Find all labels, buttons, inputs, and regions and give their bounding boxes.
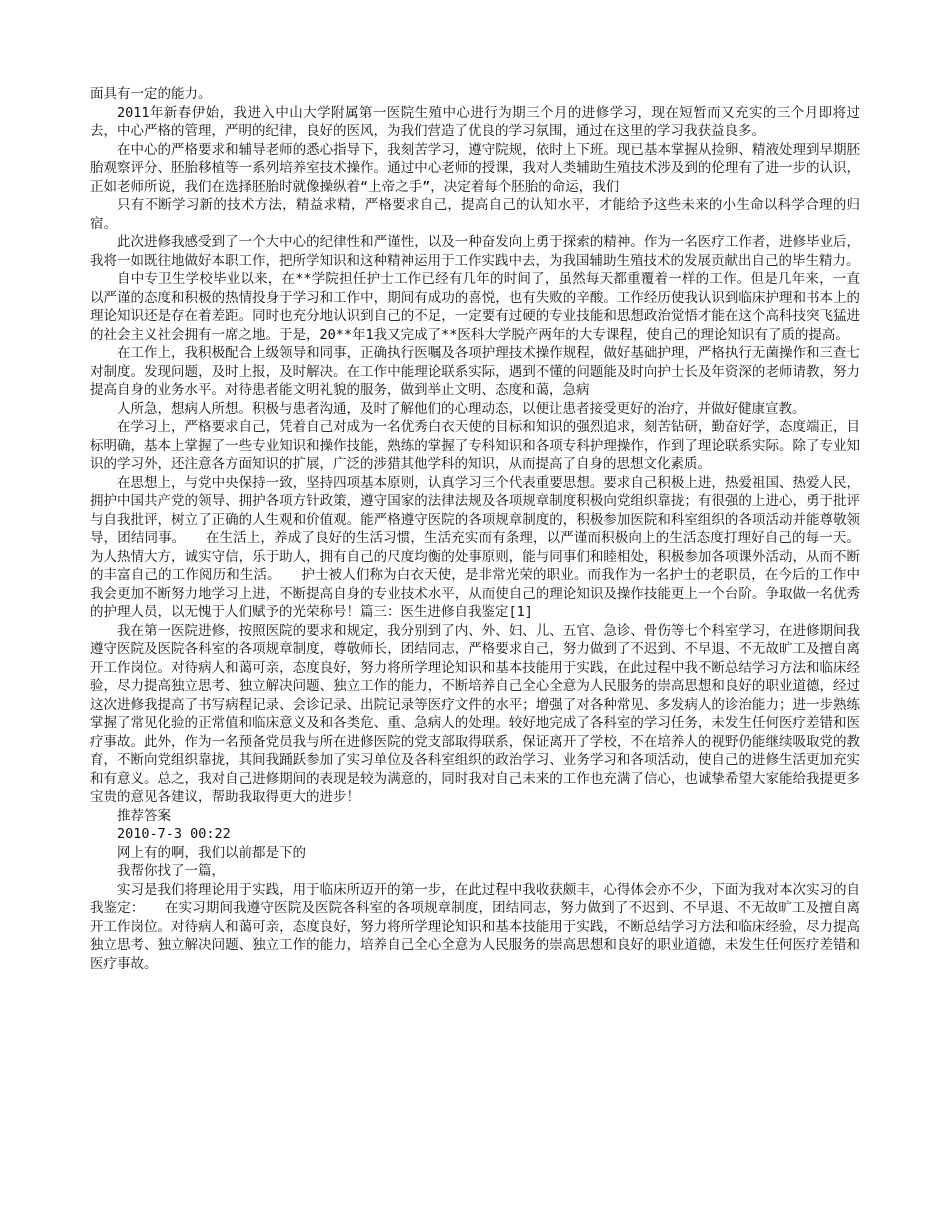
paragraph: 网上有的啊，我们以前都是下的: [117, 844, 306, 861]
paragraph: 在工作上，我积极配合上级领导和同事，正确执行医嘱及各项护理技术操作规程，做好基础护理，严格执行无菌操作和三查七对制度。发现问题，及时上报，及时解决。在工作中能理论联系实际，遇到不懂的问题能及时向护士长及年资深的老师请教，努力提高自身的业务水平。对待患者能文明礼貌的服务，做到举止文明、态度和蔼，急病: [90, 345, 860, 398]
paragraph: 在中心的严格要求和辅导老师的悉心指导下，我刻苦学习，遵守院规，依时上下班。现已基本掌握从捡卵、精液处理到早期胚胎观察评分、胚胎移植等一系列培养室技术操作。通过中心老师的授课，我对人类辅助生殖技术涉及到的伦理有了进一步的认识，正如老师所说，我们在选择胚胎时就像操纵着“上帝之手”，决定着每个胚胎的命运，我们: [90, 141, 860, 195]
paragraph: 在思想上，与党中央保持一致，坚持四项基本原则，认真学习三个代表重要思想。要求自己积极上进，热爱祖国、热爱人民，拥护中国共产党的领导、拥护各项方针政策，遵守国家的法律法规及各项规章制度积极向党组织靠拢；有很强的上进心，勇于批评与自我批评，树立了正确的人生观和价值观。能严格遵守医院的各项规章制度的，积极参加医院和科室组织的各项活动并能尊敬领导，团结同事。 在生活上，养成了良好的生活习惯，生活充实而有条理，以严谨而积极向上的生活态度打理好自己的每一天。为人热情大方，诚实守信，乐于助人，拥有自己的尺度均衡的处事原则，能与同事们和睦相处，积极参加各项课外活动，从而不断的丰富自己的工作阅历和生活。 护士被人们称为白衣天使，是非常光荣的职业。而我作为一名护士的老职员，在今后的工作中我会更加不断努力地学习上进，不断提高自身的专业技术水平，从而使自己的理论知识及操作技能更上一个台阶。争取做一名优秀的护理人员，以无愧于人们赋予的光荣称号！篇三：医生进修自我鉴定[1]: [90, 474, 860, 620]
paragraph: 在学习上，严格要求自己，凭着自己对成为一名优秀白衣天使的目标和知识的强烈追求，刻苦钻研，勤奋好学，态度端正，目标明确，基本上掌握了一些专业知识和操作技能，熟练的掌握了专科知识和各项专科护理操作，作到了理论联系实际。除了专业知识的学习外，还注意各方面知识的扩展，广泛的涉猎其他学科的知识，从而提高了自身的思想文化素质。: [90, 419, 860, 472]
paragraph: 自中专卫生学校毕业以来，在**学院担任护士工作已经有几年的时间了，虽然每天都重覆着一样的工作。但是几年来，一直以严谨的态度和积极的热情投身于学习和工作中，期间有成功的喜悦，也有失败的辛酸。工作经历使我认识到临床护理和书本上的理论知识还是存在着差距。同时也充分地认识到自己的不足，一定要有过硬的专业技能和思想政治觉悟才能在这个高科技突飞猛进的社会主义社会拥有一席之地。于是，20**年1我又完成了**医科大学脱产两年的大专课程，使自己的理论知识有了质的提高。: [90, 271, 860, 343]
paragraph: 此次进修我感受到了一个大中心的纪律性和严谨性，以及一种奋发向上勇于探索的精神。作为一名医疗工作者，进修毕业后，我将一如既往地做好本职工作，把所学知识和这种精神运用于工作实践中去，为我国辅助生殖技术的发展贡献出自己的毕生精力。: [90, 234, 860, 269]
answer-timestamp: 2010-7-3 00:22: [117, 826, 231, 842]
paragraph: 实习是我们将理论用于实践，用于临床所迈开的第一步，在此过程中我收获颇丰，心得体会亦不少，下面为我对本次实习的自我鉴定： 在实习期间我遵守医院及医院各科室的各项规章制度，团结同志，努力做到了不迟到、不早退、不无故旷工及擅自离开工作岗位。对待病人和蔼可亲，态度良好，努力将所学理论知识和基本技能用于实践，不断总结学习方法和临床经验，尽力提高独立思考、独立解决问题、独立工作的能力，培养自己全心全意为人民服务的崇高思想和良好的职业道德，未发生任何医疗差错和医疗事故。: [90, 881, 860, 972]
paragraph-continuation: 面具有一定的能力。: [90, 86, 212, 102]
recommended-answer-label: 推荐答案: [117, 807, 171, 824]
paragraph: 我帮你找了一篇，: [117, 863, 225, 879]
paragraph: 只有不断学习新的技术方法，精益求精，严格要求自己，提高自己的认知水平，才能给予这些未来的小生命以科学合理的归宿。: [90, 197, 860, 232]
paragraph: 我在第一医院进修，按照医院的要求和规定，我分别到了内、外、妇、儿、五官、急诊、骨伤等七个科室学习，在进修期间我遵守医院及医院各科室的各项规章制度，尊敬师长，团结同志，严格要求自己，努力做到了不迟到、不早退、不无故旷工及擅自离开工作岗位。对待病人和蔼可亲，态度良好，努力将所学理论知识和基本技能用于实践，在此过程中我不断总结学习方法和临床经验，尽力提高独立思考、独立解决问题、独立工作的能力，不断培养自己全心全意为人民服务的崇高思想和良好的职业道德，经过这次进修我提高了书写病程记录、会诊记录、出院记录等医疗文件的水平；增强了对各种常见、多发病人的诊治能力；进一步熟练掌握了常见化验的正常值和临床意义及和各类危、重、急病人的处理。较好地完成了各科室的学习任务，未发生任何医疗差错和医疗事故。此外，作为一名预备党员我与所在进修医院的党支部取得联系，保证离开了学校，不在培养人的视野仍能继续吸取党的教育，不断向党组织靠拢，其间我踊跃参加了实习单位及各科室组织的政治学习、业务学习和各项活动，使自己的进修生活更加充实和有意义。总之，我对自己进修期间的表现是较为满意的，同时我对自己未来的工作也充满了信心，也诚挚希望大家能给我提更多宝贵的意见各建议，帮助我取得更大的进步！: [90, 622, 860, 805]
paragraph: 人所急，想病人所想。积极与患者沟通，及时了解他们的心理动态，以便让患者接受更好的治疗，并做好健康宣教。: [117, 400, 806, 417]
paragraph: 2011年新春伊始，我进入中山大学附属第一医院生殖中心进行为期三个月的进修学习，现在短暂而又充实的三个月即将过去，中心严格的管理，严明的纪律，良好的医风，为我们营造了优良的学习氛围，通过在这里的学习我获益良多。: [90, 104, 860, 139]
